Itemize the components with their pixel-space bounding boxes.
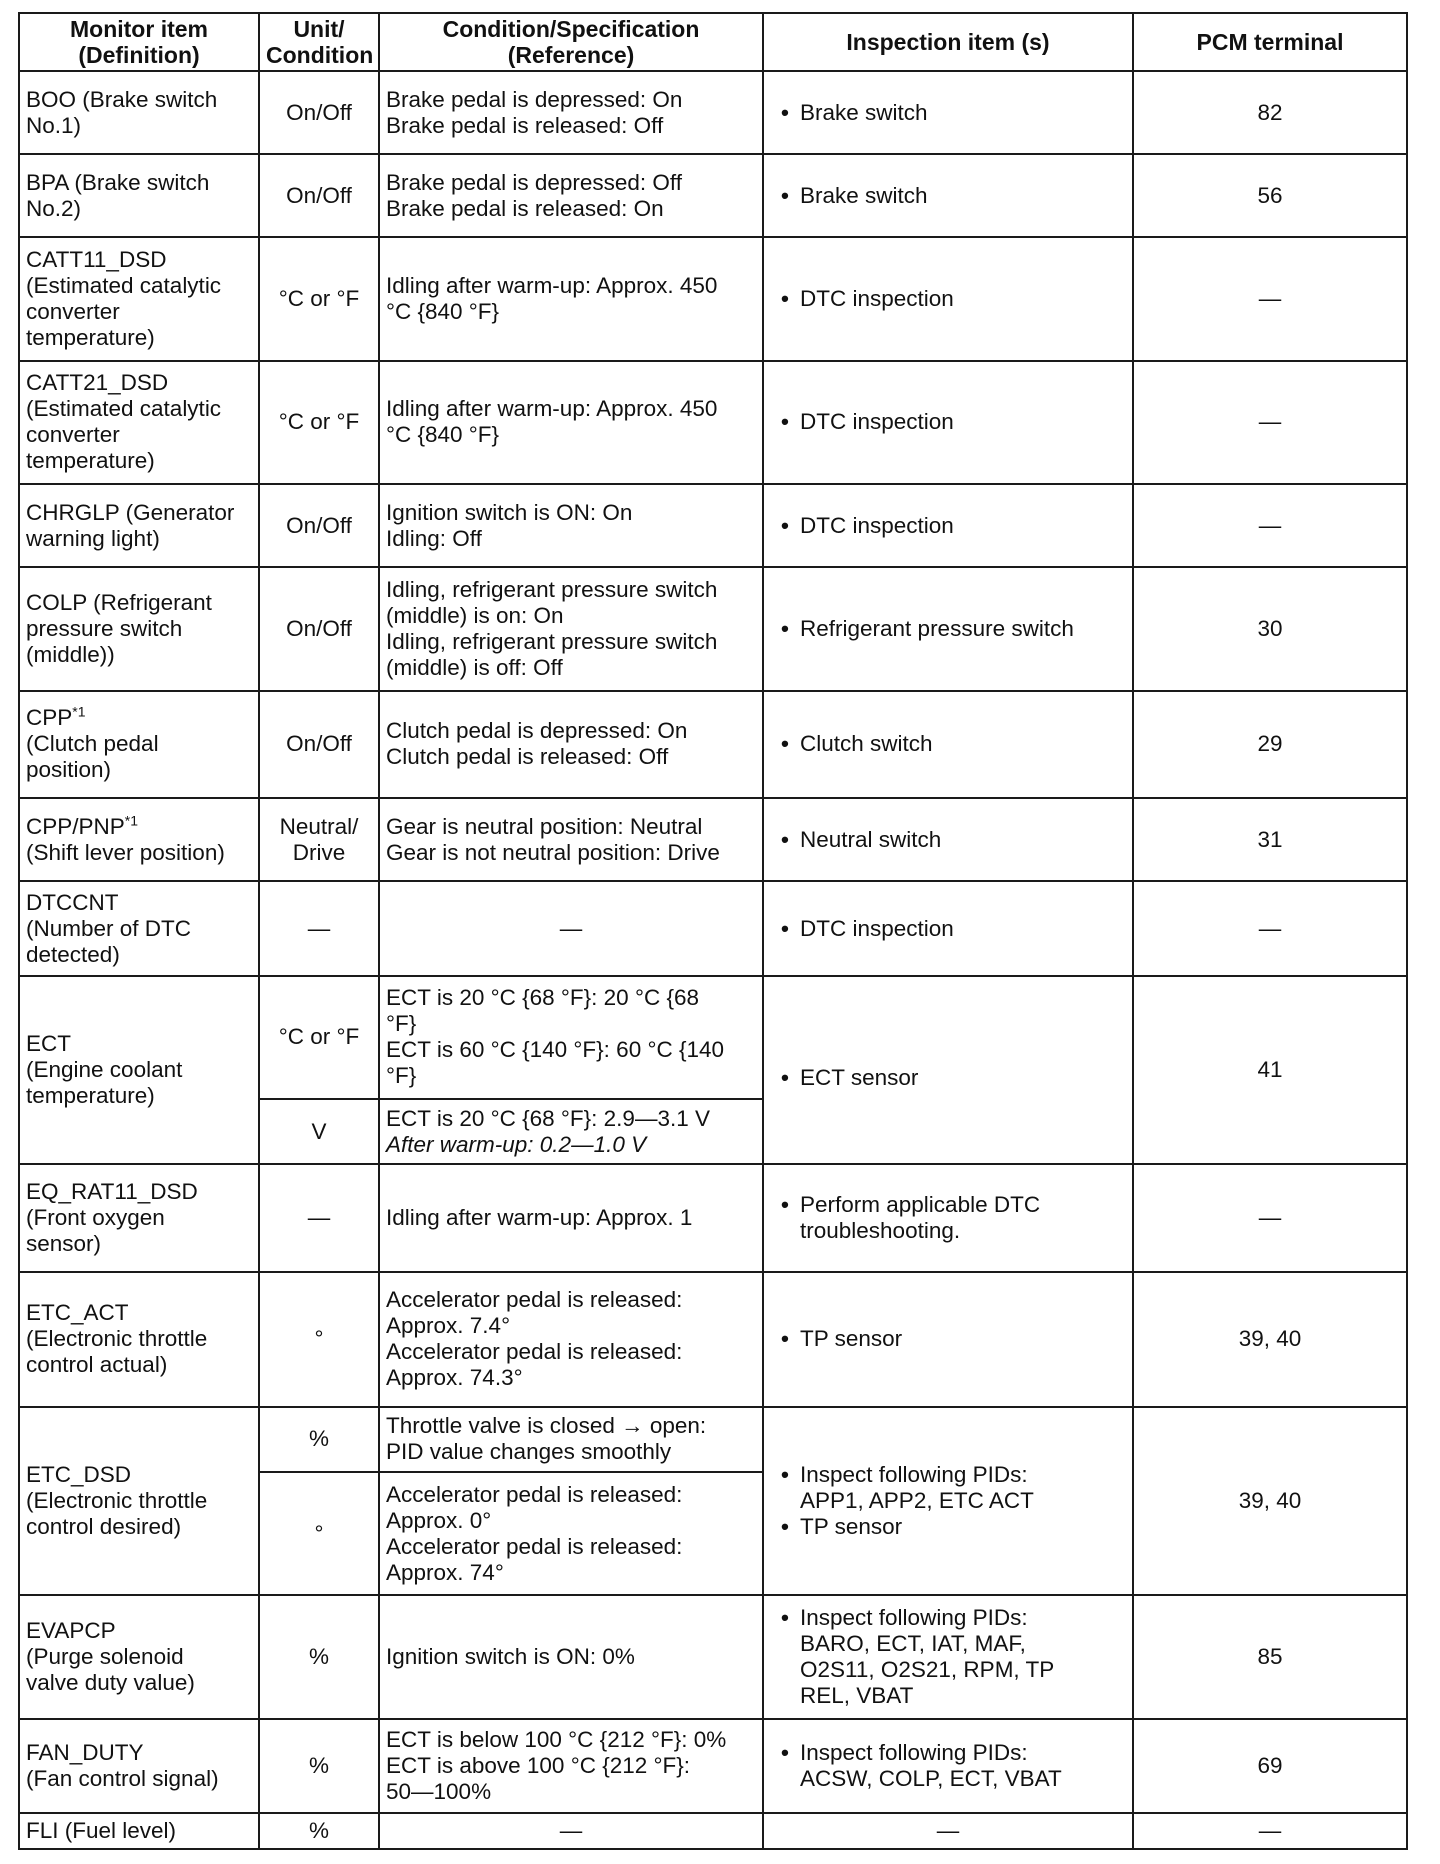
monitor-cell: ETC_ACT (Electronic throttle control actual) (19, 1272, 259, 1407)
spec-cell: Idling after warm-up: Approx. 1 (379, 1164, 763, 1272)
monitor-cell: CATT21_DSD (Estimated catalytic converter temperature) (19, 361, 259, 484)
monitor-table (18, 12, 1408, 1850)
unit-cell: °C or °F (259, 976, 379, 1099)
monitor-cell: FAN_DUTY (Fan control signal) (19, 1719, 259, 1813)
spec-cell: Accelerator pedal is released: Approx. 7.4° Accelerator pedal is released: Approx. 74.3° (379, 1272, 763, 1407)
pcm-cell: 82 (1133, 71, 1407, 154)
header-inspection: Inspection item (s) (763, 13, 1133, 71)
bullet-icon: • (781, 1326, 789, 1352)
table-row (19, 1272, 1407, 1407)
bullet-icon: • (781, 182, 789, 208)
monitor-cell: CPP$^{*1}$ (Clutch pedal position) (19, 691, 259, 799)
inspection-cell: • DTC inspection (763, 237, 1133, 360)
spec-cell: Idling after warm-up: Approx. 450 °C {840 °F} (379, 237, 763, 360)
spec-cell: Brake pedal is depressed: On Brake pedal is released: Off (379, 71, 763, 154)
pcm-cell: 56 (1133, 154, 1407, 237)
pcm-cell: — (1133, 1813, 1407, 1849)
bullet-icon: • (781, 285, 789, 311)
spec-cell: ECT is below 100 °C {212 °F}: 0% ECT is above 100 °C {212 °F}: 50—100% (379, 1719, 763, 1813)
table-row (19, 1595, 1407, 1718)
header-unit: Unit/ Condition (259, 13, 379, 71)
monitor-cell: CATT11_DSD (Estimated catalytic converter temperature) (19, 237, 259, 360)
inspection-cell: • Perform applicable DTC troubleshooting. (763, 1164, 1133, 1272)
unit-cell: — (259, 1164, 379, 1272)
monitor-cell: EVAPCP (Purge solenoid valve duty value) (19, 1595, 259, 1718)
pcm-cell: — (1133, 484, 1407, 567)
table-row (19, 484, 1407, 567)
monitor-cell: ETC_DSD (Electronic throttle control desired) (19, 1407, 259, 1596)
pcm-cell: 39, 40 (1133, 1407, 1407, 1596)
bullet-icon: • (781, 99, 789, 125)
bullet-icon: • (781, 1513, 789, 1539)
inspection-cell: • DTC inspection (763, 361, 1133, 484)
unit-cell: ° (259, 1472, 379, 1595)
pcm-cell: — (1133, 881, 1407, 975)
inspection-cell: • Inspect following PIDs: ACSW, COLP, ECT, VBAT (763, 1719, 1133, 1813)
unit-cell: ° (259, 1272, 379, 1407)
bullet-icon: • (781, 512, 789, 538)
bullet-icon: • (781, 731, 789, 757)
unit-cell: % (259, 1813, 379, 1849)
table-row (19, 976, 1407, 1099)
pcm-cell: — (1133, 1164, 1407, 1272)
unit-cell: On/Off (259, 567, 379, 690)
pcm-cell: 31 (1133, 798, 1407, 881)
bullet-icon: • (781, 1192, 789, 1218)
spec-cell: Ignition switch is ON: 0% (379, 1595, 763, 1718)
table-row (19, 691, 1407, 799)
bullet-icon: • (781, 615, 789, 641)
inspection-cell: • Neutral switch (763, 798, 1133, 881)
unit-cell: On/Off (259, 691, 379, 799)
spec-cell: ECT is 20 °C {68 °F}: 20 °C {68 °F} ECT is 60 °C {140 °F}: 60 °C {140 °F} (379, 976, 763, 1099)
bullet-icon: • (781, 1064, 789, 1090)
unit-cell: % (259, 1407, 379, 1472)
table-row (19, 1407, 1407, 1472)
inspection-cell: • ECT sensor (763, 976, 1133, 1165)
inspection-cell: • TP sensor (763, 1272, 1133, 1407)
monitor-cell: BPA (Brake switch No.2) (19, 154, 259, 237)
spec-cell: Ignition switch is ON: On Idling: Off (379, 484, 763, 567)
monitor-cell: EQ_RAT11_DSD (Front oxygen sensor) (19, 1164, 259, 1272)
unit-cell: On/Off (259, 154, 379, 237)
pcm-cell: 29 (1133, 691, 1407, 799)
monitor-cell: DTCCNT (Number of DTC detected) (19, 881, 259, 975)
unit-cell: Neutral/ Drive (259, 798, 379, 881)
inspection-cell: • Brake switch (763, 71, 1133, 154)
inspection-cell: — (763, 1813, 1133, 1849)
table-row (19, 1813, 1407, 1849)
monitor-cell: CHRGLP (Generator warning light) (19, 484, 259, 567)
pcm-cell: 39, 40 (1133, 1272, 1407, 1407)
spec-cell: Idling after warm-up: Approx. 450 °C {840 °F} (379, 361, 763, 484)
pcm-cell: 41 (1133, 976, 1407, 1165)
unit-cell: °C or °F (259, 237, 379, 360)
unit-cell: % (259, 1719, 379, 1813)
table-row (19, 798, 1407, 881)
table-row (19, 1719, 1407, 1813)
unit-cell: % (259, 1595, 379, 1718)
spec-cell: Brake pedal is depressed: Off Brake pedal is released: On (379, 154, 763, 237)
table-row (19, 1164, 1407, 1272)
pcm-cell: — (1133, 237, 1407, 360)
spec-cell: Clutch pedal is depressed: On Clutch pedal is released: Off (379, 691, 763, 799)
spec-cell: — (379, 881, 763, 975)
inspection-cell: • Brake switch (763, 154, 1133, 237)
pcm-cell: 69 (1133, 1719, 1407, 1813)
pcm-cell: 85 (1133, 1595, 1407, 1718)
bullet-icon: • (781, 1461, 789, 1487)
bullet-icon: • (781, 915, 789, 941)
unit-cell: On/Off (259, 71, 379, 154)
table-row (19, 567, 1407, 690)
monitor-cell: COLP (Refrigerant pressure switch (middle)) (19, 567, 259, 690)
bullet-icon: • (781, 1739, 789, 1765)
monitor-cell: CPP/PNP$^{*1}$ (Shift lever position) (19, 798, 259, 881)
spec-cell: ECT is 20 °C {68 °F}: 2.9—3.1 V After warm-up: 0.2—1.0 V (379, 1099, 763, 1164)
inspection-cell: • Inspect following PIDs: BARO, ECT, IAT, MAF, O2S11, O2S21, RPM, TP REL, VBAT (763, 1595, 1133, 1718)
header-row (19, 13, 1407, 71)
header-monitor: Monitor item (Definition) (19, 13, 259, 71)
inspection-cell: • Refrigerant pressure switch (763, 567, 1133, 690)
bullet-icon: • (781, 1604, 789, 1630)
table-row (19, 237, 1407, 360)
spec-cell: Throttle valve is closed → open: PID value changes smoothly (379, 1407, 763, 1472)
monitor-cell: BOO (Brake switch No.1) (19, 71, 259, 154)
spec-cell: Idling, refrigerant pressure switch (middle) is on: On Idling, refrigerant pressure switch (middle) is off: Off (379, 567, 763, 690)
inspection-cell: • DTC inspection (763, 484, 1133, 567)
unit-cell: — (259, 881, 379, 975)
table-row (19, 361, 1407, 484)
monitor-cell: ECT (Engine coolant temperature) (19, 976, 259, 1165)
spec-cell: Gear is neutral position: Neutral Gear is not neutral position: Drive (379, 798, 763, 881)
inspection-cell: • Clutch switch (763, 691, 1133, 799)
unit-cell: °C or °F (259, 361, 379, 484)
monitor-cell: FLI (Fuel level) (19, 1813, 259, 1849)
pcm-cell: 30 (1133, 567, 1407, 690)
header-pcm: PCM terminal (1133, 13, 1407, 71)
unit-cell: V (259, 1099, 379, 1164)
spec-cell: Accelerator pedal is released: Approx. 0° Accelerator pedal is released: Approx. 74° (379, 1472, 763, 1595)
table-row (19, 71, 1407, 154)
bullet-icon: • (781, 409, 789, 435)
unit-cell: On/Off (259, 484, 379, 567)
spec-cell: — (379, 1813, 763, 1849)
table-row (19, 154, 1407, 237)
inspection-cell: • Inspect following PIDs: APP1, APP2, ETC ACT • TP sensor (763, 1407, 1133, 1596)
inspection-cell: • DTC inspection (763, 881, 1133, 975)
pcm-cell: — (1133, 361, 1407, 484)
table-row (19, 881, 1407, 975)
bullet-icon: • (781, 826, 789, 852)
header-spec: Condition/Specification (Reference) (379, 13, 763, 71)
